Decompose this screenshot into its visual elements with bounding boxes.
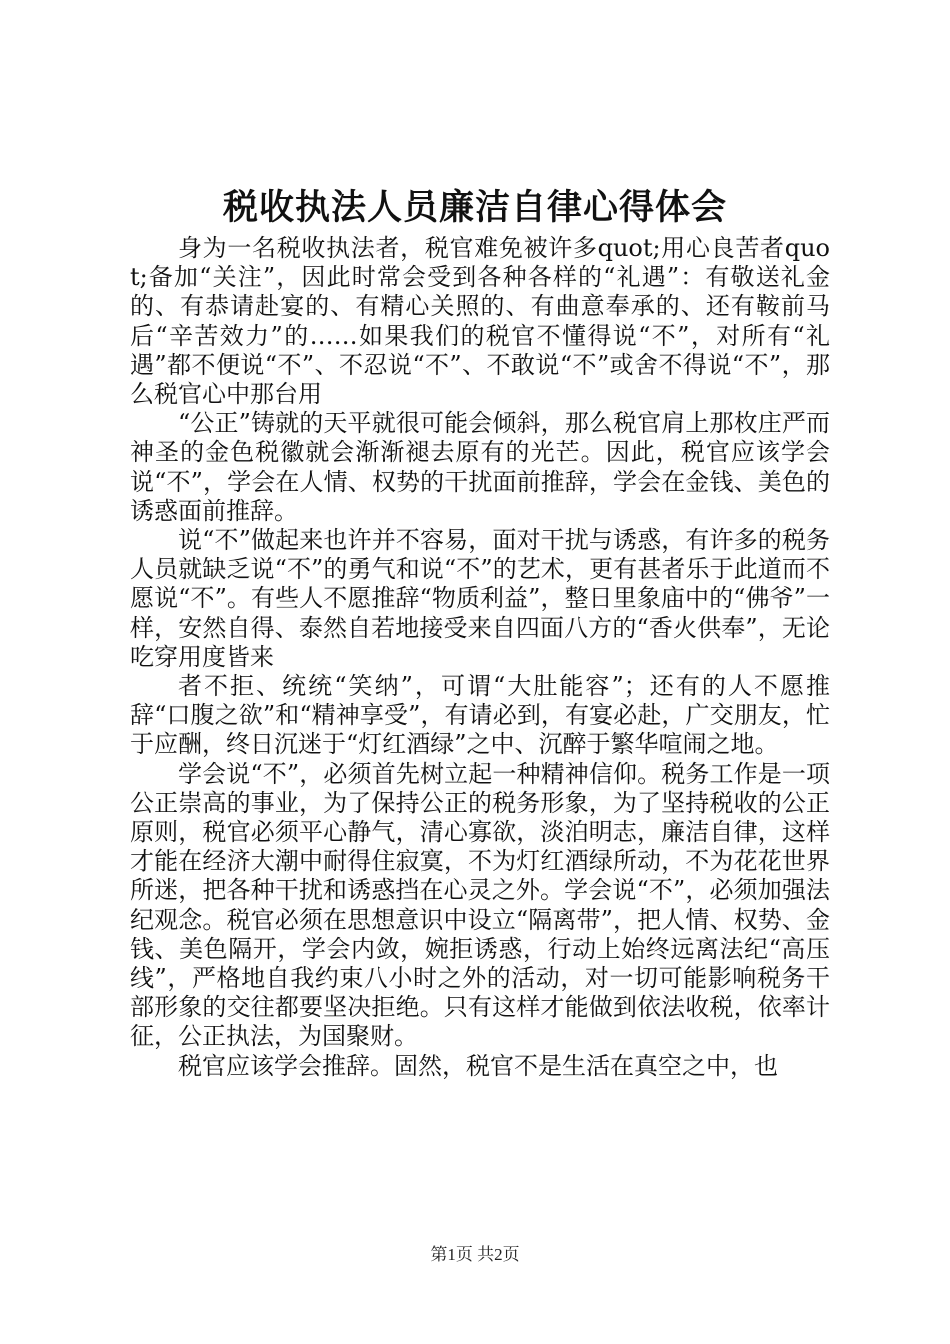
paragraph-6: 税官应该学会推辞。固然，税官不是生活在真空之中，也 — [178, 1051, 778, 1080]
paragraph-3: 说“不”做起来也许并不容易，面对干扰与诱惑，有许多的税务人员就缺乏说“不”的勇气和说“不”的艺术，更有甚者乐于此道而不愿说“不”。有些人不愿推辞“物质利益”，整日里象庙中的“佛爷”一样，安然自得、泰然自若地接受来自四面八方的“香火供奉”，无论吃穿用度皆来 — [130, 526, 830, 671]
document-body — [130, 234, 830, 1081]
paragraph-2: “公正”铸就的天平就很可能会倾斜，那么税官肩上那枚庄严而神圣的金色税徽就会渐渐褪去原有的光芒。因此，税官应该学会说“不”，学会在人情、权势的干扰面前推辞，学会在金钱、美色的诱惑面前推辞。 — [130, 409, 830, 525]
document-title: 税收执法人员廉洁自律心得体会 — [222, 188, 727, 228]
page-footer: 第1页 共2页 — [430, 1245, 520, 1264]
paragraph-4: 者不拒、统统“笑纳”，可谓“大肚能容”；还有的人不愿推辞“口腹之欲”和“精神享受”，有请必到，有宴必赴，广交朋友，忙于应酬，终日沉迷于“灯红酒绿”之中、沉醉于繁华喧闹之地。 — [130, 672, 830, 759]
paragraph-1: 身为一名税收执法者，税官难免被许多quot;用心良苦者quot;备加“关注”，因此时常会受到各种各样的“礼遇”：有敬送礼金的、有恭请赴宴的、有精心关照的、有曲意奉承的、还有鞍前马后“辛苦效力”的……如果我们的税官不懂得说“不”，对所有“礼遇”都不便说“不”、不忍说“不”、不敢说“不”或舍不得说“不”，那么税官心中那台用 — [130, 234, 830, 409]
paragraph-5: 学会说“不”，必须首先树立起一种精神信仰。税务工作是一项公正崇高的事业，为了保持公正的税务形象，为了坚持税收的公正原则，税官必须平心静气，清心寡欲，淡泊明志，廉洁自律，这样才能在经济大潮中耐得住寂寞，不为灯红酒绿所动，不为花花世界所迷，把各种干扰和诱惑挡在心灵之外。学会说“不”，必须加强法纪观念。税官必须在思想意识中设立“隔离带”，把人情、权势、金钱、美色隔开，学会内敛，婉拒诱惑，行动上始终远离法纪“高压线”，严格地自我约束八小时之外的活动，对一切可能影响税务干部形象的交往都要坚决拒绝。只有这样才能做到依法收税，依率计征，公正执法，为国聚财。 — [130, 759, 830, 1051]
